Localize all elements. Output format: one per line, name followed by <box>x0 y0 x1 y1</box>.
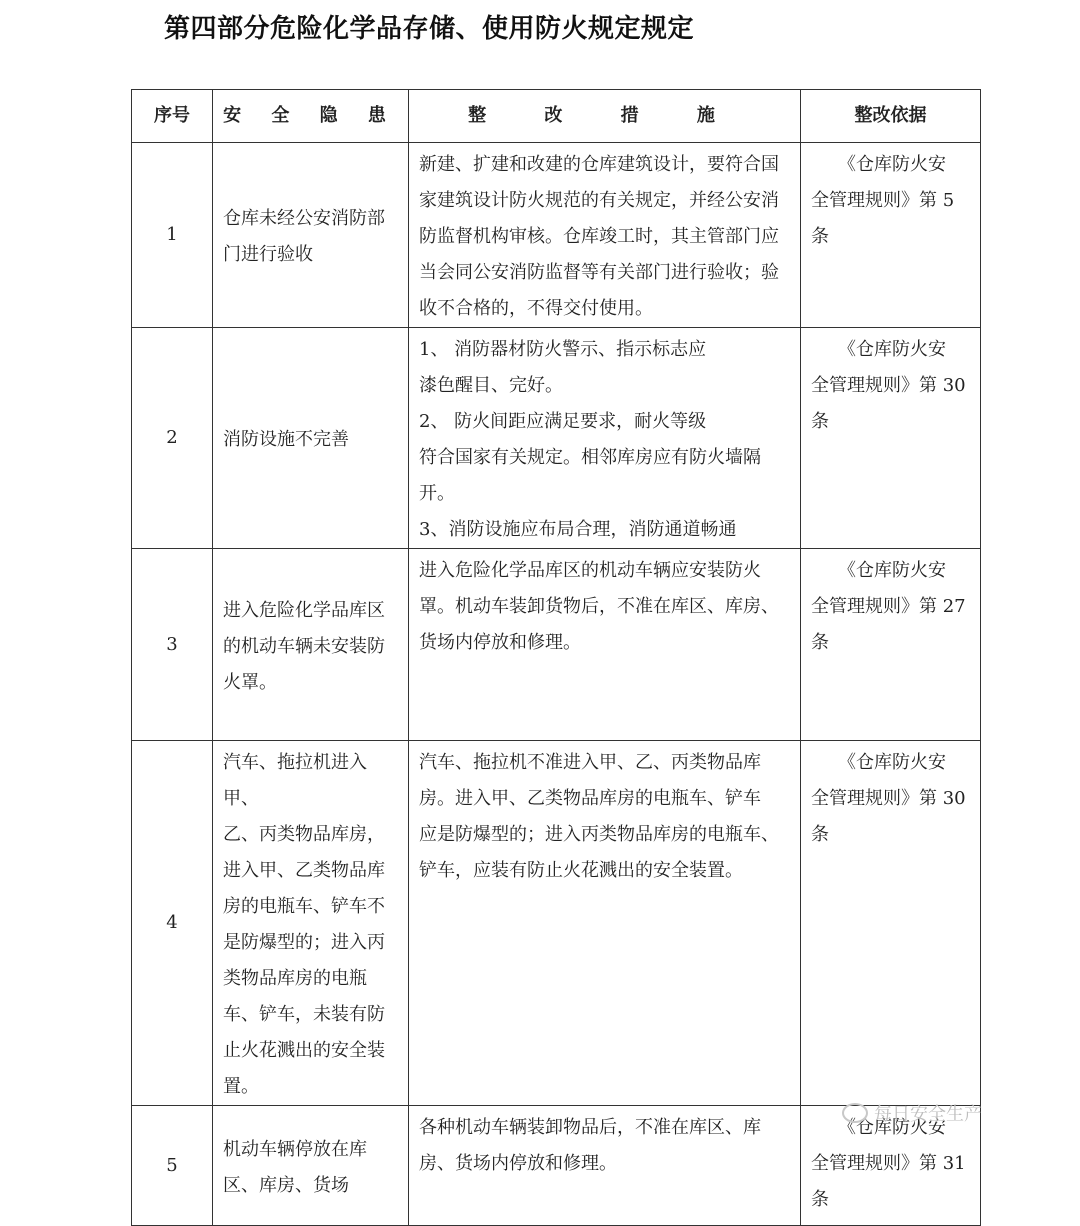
hazard-cell-line: 类物品库房的电瓶 <box>223 968 367 989</box>
measures-cell-line: 2、 防火间距应满足要求，耐火等级 <box>419 411 707 432</box>
row-number: 5 <box>132 1106 213 1226</box>
measures-cell-line: 罩。机动车装卸货物后，不准在库区、库房、 <box>419 596 779 617</box>
hazard-cell-line: 仓库未经公安消防部 <box>223 208 385 229</box>
hazard-cell-line: 是防爆型的；进入丙 <box>223 932 385 953</box>
basis-cell-line: 《仓库防火安 <box>838 752 946 773</box>
row-number: 1 <box>132 143 213 328</box>
measures-cell-line: 房、货场内停放和修理。 <box>419 1153 617 1174</box>
measures-cell-line: 防监督机构审核。仓库竣工时，其主管部门应 <box>419 226 779 247</box>
header-number: 序号 <box>132 90 213 143</box>
table-row <box>132 143 981 328</box>
basis-cell-line: 条 <box>811 632 829 653</box>
watermark <box>842 1100 982 1126</box>
table-row <box>132 741 981 1106</box>
hazard-cell <box>213 1106 409 1226</box>
hazard-cell-line: 消防设施不完善 <box>223 429 349 450</box>
basis-cell-line: 全管理规则》第 5 <box>811 190 955 211</box>
measures-cell-line: 1、 消防器材防火警示、指示标志应 <box>419 339 707 360</box>
table-row <box>132 328 981 549</box>
measures-cell <box>409 549 801 741</box>
regulation-table <box>131 89 981 1226</box>
measures-cell-line: 货场内停放和修理。 <box>419 632 581 653</box>
measures-cell-line: 收不合格的，不得交付使用。 <box>419 298 653 319</box>
hazard-cell-line: 进入危险化学品库区 <box>223 599 385 621</box>
measures-cell-line: 铲车，应装有防止火花溅出的安全装置。 <box>419 860 743 881</box>
measures-cell <box>409 741 801 1106</box>
hazard-cell-line: 车、铲车，未装有防 <box>223 1004 385 1025</box>
measures-cell-line: 漆色醒目、完好。 <box>419 375 563 396</box>
measures-cell-line: 各种机动车辆装卸物品后，不准在库区、库 <box>419 1117 761 1138</box>
measures-cell-line: 进入危险化学品库区的机动车辆应安装防火 <box>419 560 761 581</box>
basis-cell-line: 《仓库防火安 <box>838 154 946 175</box>
row-number: 2 <box>132 328 213 549</box>
table-row <box>132 549 981 741</box>
hazard-cell-line: 火罩。 <box>223 671 277 693</box>
hazard-cell-line: 汽车、拖拉机进入甲、 <box>223 752 367 809</box>
measures-cell-line: 符合国家有关规定。相邻库房应有防火墙隔 <box>419 447 761 468</box>
measures-cell-line: 新建、扩建和改建的仓库建筑设计，要符合国 <box>419 154 779 175</box>
watermark-text: 每日安全生产 <box>874 1104 982 1125</box>
basis-cell-line: 全管理规则》第 27 <box>811 596 966 617</box>
row-number: 4 <box>132 741 213 1106</box>
row-number: 3 <box>132 549 213 741</box>
basis-cell-line: 全管理规则》第 30 <box>811 788 966 809</box>
basis-cell <box>801 741 981 1106</box>
hazard-cell-line: 进入甲、乙类物品库 <box>223 860 385 881</box>
header-hazard: 安 全 隐 患 <box>213 90 409 143</box>
measures-cell-line: 家建筑设计防火规范的有关规定，并经公安消 <box>419 190 779 211</box>
header-basis: 整改依据 <box>801 90 981 143</box>
hazard-cell-line: 乙、丙类物品库房， <box>223 824 385 845</box>
measures-cell-line: 汽车、拖拉机不准进入甲、乙、丙类物品库 <box>419 752 761 773</box>
hazard-cell <box>213 549 409 741</box>
measures-cell-line: 开。 <box>419 483 455 504</box>
basis-cell-line: 条 <box>811 226 829 247</box>
basis-cell <box>801 549 981 741</box>
hazard-cell-line: 房的电瓶车、铲车不 <box>223 896 385 917</box>
wechat-icon <box>842 1103 868 1123</box>
basis-cell-line: 条 <box>811 411 829 432</box>
basis-cell-line: 条 <box>811 1189 829 1210</box>
basis-cell-line: 《仓库防火安 <box>838 339 946 360</box>
basis-cell-line: 《仓库防火安 <box>838 1117 946 1138</box>
measures-cell-line: 应是防爆型的；进入丙类物品库房的电瓶车、 <box>419 824 779 845</box>
basis-cell-line: 全管理规则》第 30 <box>811 375 966 396</box>
page-title: 第四部分危险化学品存储、使用防火规定规定 <box>164 14 695 44</box>
measures-cell <box>409 328 801 549</box>
measures-cell <box>409 143 801 328</box>
hazard-cell-line: 区、库房、货场 <box>223 1174 349 1196</box>
basis-cell <box>801 328 981 549</box>
hazard-cell <box>213 328 409 549</box>
measures-cell <box>409 1106 801 1226</box>
basis-cell-line: 条 <box>811 824 829 845</box>
basis-cell-line: 全管理规则》第 31 <box>811 1153 966 1174</box>
measures-cell-line: 3、消防设施应布局合理，消防通道畅通 <box>419 519 737 540</box>
hazard-cell-line: 的机动车辆未安装防 <box>223 635 385 657</box>
hazard-cell <box>213 741 409 1106</box>
hazard-cell <box>213 143 409 328</box>
basis-cell-line: 《仓库防火安 <box>838 560 946 581</box>
table-header-row <box>132 90 981 143</box>
header-measures: 整 改 措 施 <box>409 90 801 143</box>
basis-cell <box>801 143 981 328</box>
measures-cell-line: 当会同公安消防监督等有关部门进行验收；验 <box>419 262 779 283</box>
hazard-cell-line: 止火花溅出的安全装 <box>223 1040 385 1061</box>
measures-cell-line: 房。进入甲、乙类物品库房的电瓶车、铲车 <box>419 788 761 809</box>
hazard-cell-line: 置。 <box>223 1076 259 1097</box>
hazard-cell-line: 门进行验收 <box>223 244 313 265</box>
hazard-cell-line: 机动车辆停放在库 <box>223 1138 367 1160</box>
